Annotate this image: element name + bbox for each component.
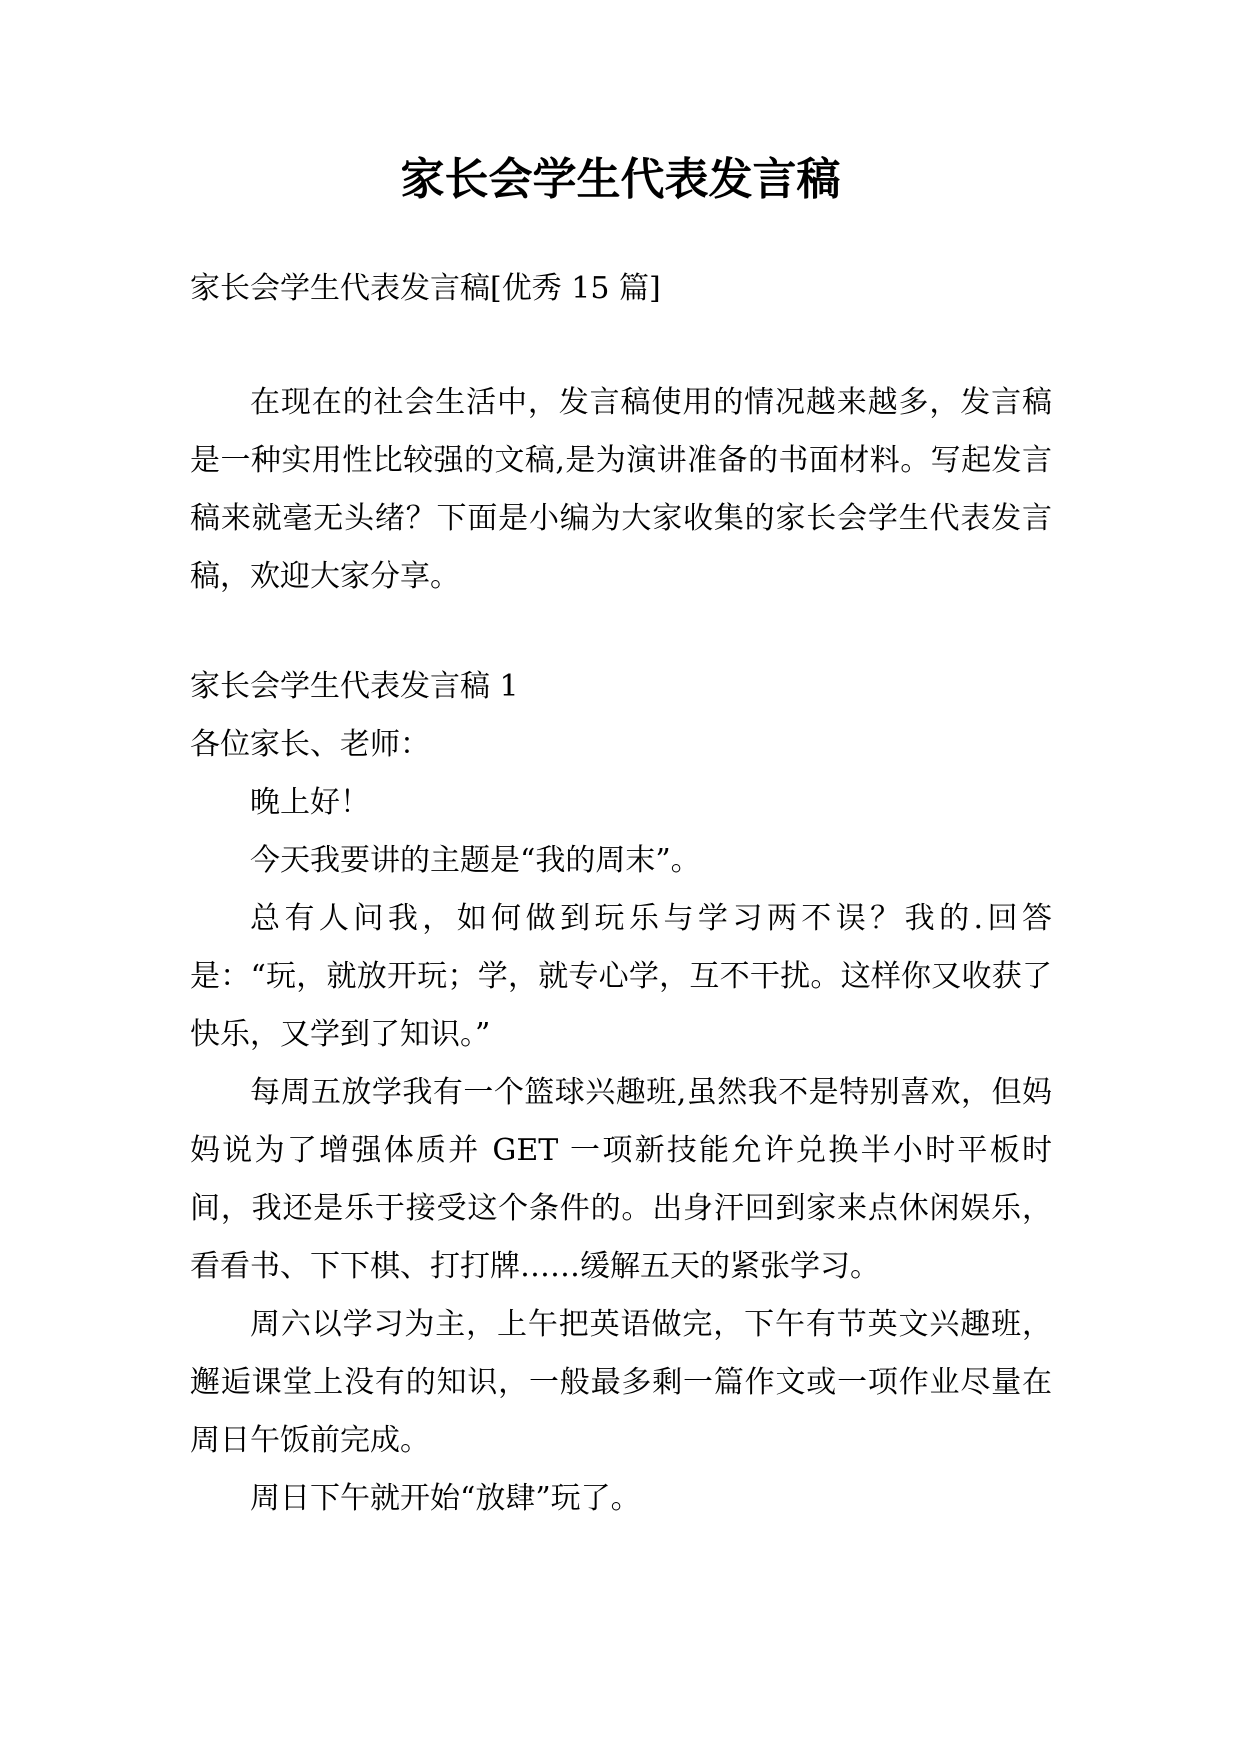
intro-paragraph: 在现在的社会生活中，发言稿使用的情况越来越多，发言稿是一种实用性比较强的文稿,是为演讲准备的书面材料。写起发言稿来就毫无头绪？下面是小编为大家收集的家长会学生代表发言稿，欢迎大家分享。 bbox=[190, 385, 1052, 594]
body-paragraph: 周六以学习为主，上午把英语做完，下午有节英文兴趣班，邂逅课堂上没有的知识，一般最多剩一篇作文或一项作业尽量在周日午饭前完成。 bbox=[190, 1307, 1052, 1458]
body-paragraph: 总有人问我，如何做到玩乐与学习两不误？我的.回答是：“玩，就放开玩；学，就专心学，互不干扰。这样你又收获了快乐，又学到了知识。” bbox=[190, 901, 1052, 1052]
body-paragraph: 周日下午就开始“放肆”玩了。 bbox=[250, 1481, 641, 1516]
document-subtitle: 家长会学生代表发言稿[优秀 15 篇] bbox=[190, 271, 661, 306]
document-body bbox=[190, 260, 1052, 1528]
body-paragraph: 晚上好！ bbox=[250, 785, 370, 820]
salutation: 各位家长、老师： bbox=[190, 727, 430, 762]
section-heading: 家长会学生代表发言稿 1 bbox=[190, 669, 519, 704]
body-paragraph: 每周五放学我有一个篮球兴趣班,虽然我不是特别喜欢，但妈妈说为了增强体质并 GET 一项新技能允许兑换半小时平板时间，我还是乐于接受这个条件的。出身汗回到家来点休闲娱乐，看看书、下下棋、打打牌……缓解五天的紧张学习。 bbox=[190, 1075, 1052, 1284]
page-title: 家长会学生代表发言稿 bbox=[400, 154, 841, 205]
body-paragraph: 今天我要讲的主题是“我的周末”。 bbox=[250, 843, 701, 878]
